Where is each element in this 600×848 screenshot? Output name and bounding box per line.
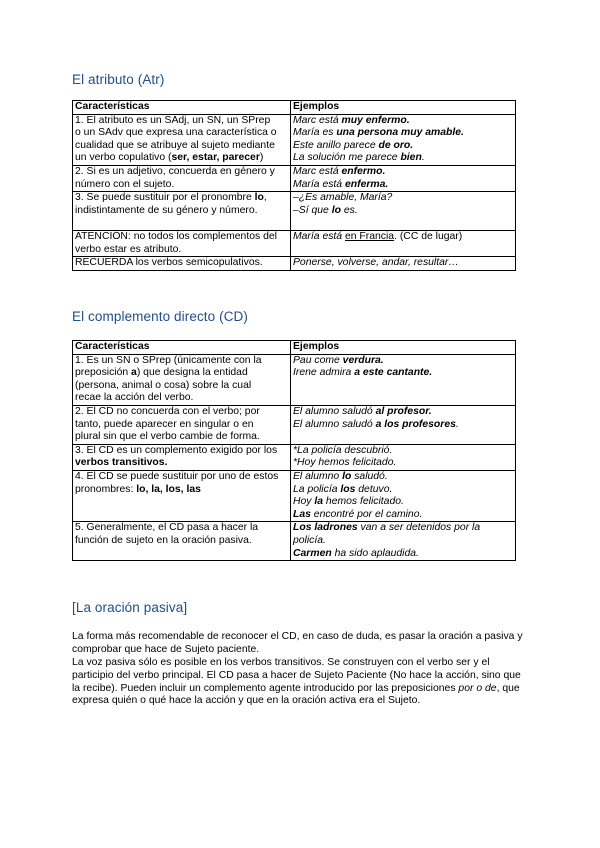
paragraph-pasiva-intro: La forma más recomendable de reconocer el CD, en caso de duda, es pasar la oración a pasiva y comprobar que hace de Sujeto paciente. [72,631,523,655]
header-ejemplos: Ejemplos [291,101,516,115]
header-caracteristicas: Características [73,341,291,355]
row-example: *La policía descubrió. *Hoy hemos felicitado. [291,444,516,470]
row-example: Los ladrones van a ser detenidos por la policía. Carmen ha sido aplaudida. [291,522,516,561]
header-caracteristicas: Características [73,101,291,115]
row-characteristic: 1. El atributo es un SAdj, un SN, un SPrep o un SAdv que expresa una característica o cualidad que se atribuye al sujeto mediante un verbo copulativo (ser, estar, parecer) [73,114,291,165]
table-row [73,405,516,444]
row-characteristic: ATENCIÓN: no todos los complementos del verbo estar es atributo. [73,231,291,257]
table-row [73,165,516,191]
row-characteristic: 2. Si es un adjetivo, concuerda en género y número con el sujeto. [73,165,291,191]
row-characteristic: 4. El CD se puede sustituir por uno de estos pronombres: lo, la, los, las [73,470,291,521]
cd-table [72,340,516,561]
table-row [73,257,516,271]
row-example: El alumno saludó al profesor. El alumno saludó a los profesores. [291,405,516,444]
row-example: –¿Es amable, María? –Sí que lo es. [291,192,516,231]
table-header-row [73,341,516,355]
atributo-table [72,100,516,271]
row-characteristic: RECUERDA los verbos semicopulativos. [73,257,291,271]
table-row [73,114,516,165]
row-characteristic: 1. Es un SN o SPrep (únicamente con la preposición a) que designa la entidad (persona, animal o cosa) sobre la cual recae la acción del verbo. [73,354,291,405]
row-example: Ponerse, volverse, andar, resultar… [291,257,516,271]
row-example: María está en Francia. (CC de lugar) [291,231,516,257]
row-example: El alumno lo saludó. La policía los detuvo. Hoy la hemos felicitado. Las encontré por el camino. [291,470,516,521]
row-characteristic: 3. El CD es un complemento exigido por los verbos transitivos. [73,444,291,470]
table-row [73,192,516,231]
section-title-atributo: El atributo (Atr) [72,72,165,87]
row-characteristic: 2. El CD no concuerda con el verbo; por tanto, puede aparecer en singular o en plural sin que el verbo cambie de forma. [73,405,291,444]
table-header-row [73,101,516,115]
table-row [73,354,516,405]
table-row [73,522,516,561]
table-row [73,231,516,257]
table-row [73,470,516,521]
table-row [73,444,516,470]
section-title-cd: El complemento directo (CD) [72,309,249,324]
paragraph-pasiva-explanation: La voz pasiva sólo es posible en los verbos transitivos. Se construyen con el verbo ser y el participio del verbo principal. El CD pasa a hacer de Sujeto Paciente (No hace la acción, sino que la recibe). Pueden incluir un complemento agente introducido por las preposiciones por o de, que expresa quién o qué hace la acción y que en la oración activa era el Sujeto. [72,657,521,707]
header-ejemplos: Ejemplos [291,341,516,355]
section-title-pasiva: [La oración pasiva] [72,600,188,615]
row-example: Marc está muy enfermo. María es una persona muy amable. Este anillo parece de oro. La solución me parece bien. [291,114,516,165]
row-characteristic: 3. Se puede sustituir por el pronombre lo, indistintamente de su género y número. [73,192,291,231]
row-characteristic: 5. Generalmente, el CD pasa a hacer la función de sujeto en la oración pasiva. [73,522,291,561]
row-example: Marc está enfermo. María está enferma. [291,165,516,191]
row-example: Pau come verdura. Irene admira a este cantante. [291,354,516,405]
